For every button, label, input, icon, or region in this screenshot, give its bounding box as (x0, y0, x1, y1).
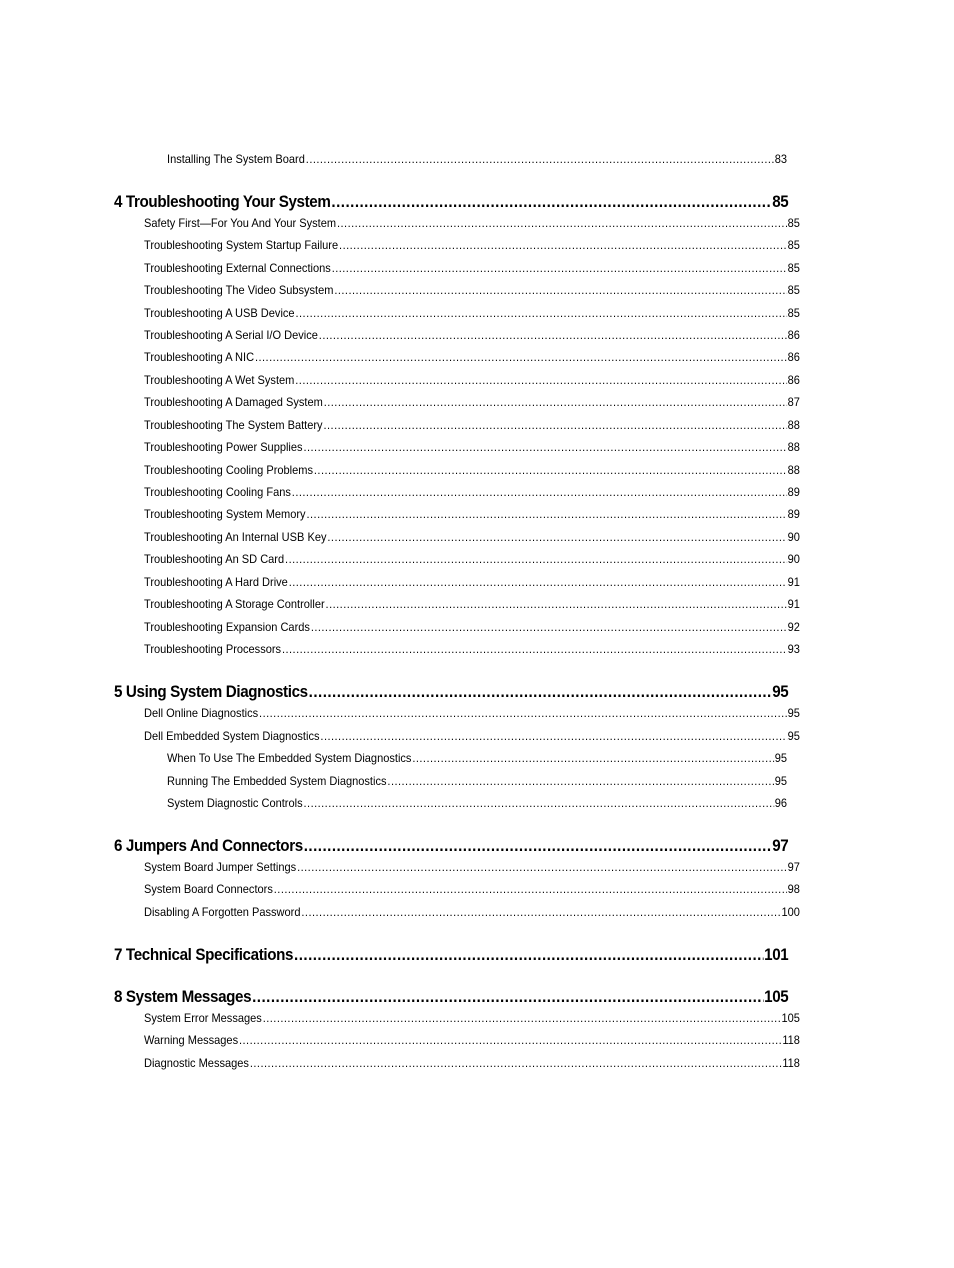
dot-leader (294, 946, 763, 965)
toc-section-entry[interactable] (144, 350, 800, 364)
toc-entry-page-number: 85 (787, 238, 800, 252)
dot-leader (337, 216, 787, 230)
dot-leader (327, 530, 786, 544)
dot-leader (274, 882, 787, 896)
toc-section-entry[interactable] (167, 774, 787, 788)
toc-section-entry[interactable] (144, 575, 800, 589)
toc-entry-page-number: 100 (781, 905, 800, 919)
dot-leader (285, 552, 787, 566)
dot-leader (331, 193, 771, 212)
toc-section-entry[interactable] (144, 395, 800, 409)
toc-entry-title: 8 System Messages (114, 988, 252, 1006)
toc-section-entry[interactable] (144, 463, 800, 477)
dot-leader (332, 261, 787, 275)
toc-entry-title: Dell Online Diagnostics (144, 706, 259, 720)
toc-entry-page-number: 91 (787, 597, 800, 611)
toc-entry-title: Troubleshooting A NIC (144, 350, 255, 364)
toc-chapter-entry[interactable] (114, 946, 788, 965)
toc-entry-page-number: 88 (787, 418, 800, 432)
toc-entry-page-number: 90 (787, 530, 800, 544)
toc-entry-title: Running The Embedded System Diagnostics (167, 774, 387, 788)
toc-entry-title: Troubleshooting An Internal USB Key (144, 530, 327, 544)
toc-section-entry[interactable] (144, 530, 800, 544)
dot-leader (306, 152, 774, 166)
toc-section-entry[interactable] (144, 328, 800, 342)
toc-entry-title: Troubleshooting Processors (144, 642, 282, 656)
toc-entry-page-number: 101 (764, 946, 789, 964)
toc-entry-title: 5 Using System Diagnostics (114, 683, 308, 701)
toc-entry-title: Troubleshooting Cooling Problems (144, 463, 313, 477)
toc-entry-page-number: 98 (787, 882, 800, 896)
toc-entry-title: 6 Jumpers And Connectors (114, 837, 303, 855)
dot-leader (304, 837, 772, 856)
toc-entry-page-number: 86 (787, 328, 800, 342)
toc-section-entry[interactable] (144, 440, 800, 454)
dot-leader (334, 283, 786, 297)
toc-entry-title: Troubleshooting The Video Subsystem (144, 283, 334, 297)
toc-entry-title: Troubleshooting A Wet System (144, 373, 295, 387)
toc-section-entry[interactable] (144, 373, 800, 387)
toc-entry-page-number: 95 (774, 774, 788, 788)
toc-entry-title: Troubleshooting A Storage Controller (144, 597, 325, 611)
dot-leader (412, 751, 774, 765)
toc-entry-page-number: 85 (787, 261, 800, 275)
dot-leader (282, 642, 787, 656)
toc-section-entry[interactable] (144, 261, 800, 275)
toc-entry-title: Troubleshooting A Hard Drive (144, 575, 288, 589)
toc-entry-page-number: 89 (787, 507, 800, 521)
dot-leader (309, 683, 772, 702)
dot-leader (255, 350, 787, 364)
toc-entry-title: Installing The System Board (167, 152, 305, 166)
toc-entry-title: Diagnostic Messages (144, 1056, 249, 1070)
toc-entry-title: Troubleshooting A Serial I/O Device (144, 328, 318, 342)
toc-entry-title: Warning Messages (144, 1033, 239, 1047)
toc-entry-title: System Board Connectors (144, 882, 273, 896)
toc-section-entry[interactable] (144, 597, 800, 611)
toc-section-entry[interactable] (144, 552, 800, 566)
toc-entry-page-number: 83 (774, 152, 788, 166)
toc-entry-page-number: 118 (782, 1056, 800, 1070)
toc-entry-page-number: 105 (781, 1011, 800, 1025)
toc-chapter-entry[interactable] (114, 193, 788, 212)
toc-entry-page-number: 105 (764, 988, 789, 1006)
toc-entry-page-number: 91 (787, 575, 800, 589)
toc-entry-page-number: 87 (787, 395, 800, 409)
dot-leader (319, 328, 787, 342)
toc-section-entry[interactable] (144, 642, 800, 656)
toc-entry-title: Troubleshooting The System Battery (144, 418, 323, 432)
toc-section-entry[interactable] (144, 1056, 800, 1070)
dot-leader (311, 620, 787, 634)
toc-section-entry[interactable] (144, 706, 800, 720)
toc-entry-title: 7 Technical Specifications (114, 946, 294, 964)
toc-section-entry[interactable] (144, 306, 800, 320)
toc-entry-page-number: 89 (787, 485, 800, 499)
dot-leader (326, 597, 787, 611)
toc-entry-page-number: 88 (787, 440, 800, 454)
dot-leader (297, 860, 787, 874)
toc-entry-page-number: 85 (787, 216, 800, 230)
toc-entry-page-number: 97 (787, 860, 800, 874)
toc-entry-page-number: 90 (787, 552, 800, 566)
toc-entry-title: System Diagnostic Controls (167, 796, 303, 810)
dot-leader (324, 418, 787, 432)
toc-entry-page-number: 85 (787, 306, 800, 320)
toc-section-entry[interactable] (144, 507, 800, 521)
toc-entry-page-number: 95 (774, 751, 788, 765)
toc-entry-title: Troubleshooting External Connections (144, 261, 331, 275)
dot-leader (314, 463, 787, 477)
toc-entry-title: Troubleshooting Expansion Cards (144, 620, 310, 634)
toc-section-entry[interactable] (144, 1033, 800, 1047)
toc-entry-page-number: 93 (787, 642, 800, 656)
toc-section-entry[interactable] (144, 620, 800, 634)
toc-entry-title: Troubleshooting An SD Card (144, 552, 285, 566)
toc-entry-page-number: 85 (787, 283, 800, 297)
dot-leader (292, 485, 787, 499)
toc-section-entry[interactable] (167, 152, 787, 166)
toc-entry-page-number: 118 (782, 1033, 800, 1047)
dot-leader (324, 395, 787, 409)
toc-section-entry[interactable] (144, 1011, 800, 1025)
toc-entry-title: Safety First—For You And Your System (144, 216, 337, 230)
dot-leader (252, 988, 763, 1007)
toc-entry-title: When To Use The Embedded System Diagnostics (167, 751, 412, 765)
dot-leader (295, 306, 786, 320)
toc-section-entry[interactable] (144, 216, 800, 230)
toc-chapter-entry[interactable] (114, 837, 788, 856)
toc-entry-page-number: 92 (787, 620, 800, 634)
toc-entry-title: System Error Messages (144, 1011, 262, 1025)
toc-entry-page-number: 95 (772, 683, 789, 701)
toc-chapter-entry[interactable] (114, 988, 788, 1007)
toc-entry-page-number: 86 (787, 350, 800, 364)
toc-section-entry[interactable] (144, 882, 800, 896)
dot-leader (320, 729, 786, 743)
toc-entry-title: Troubleshooting A USB Device (144, 306, 295, 320)
dot-leader (239, 1033, 781, 1047)
toc-section-entry[interactable] (144, 283, 800, 297)
toc-section-entry[interactable] (144, 238, 800, 252)
dot-leader (250, 1056, 782, 1070)
dot-leader (303, 440, 786, 454)
toc-entry-page-number: 95 (787, 729, 800, 743)
toc-section-entry[interactable] (144, 729, 800, 743)
toc-entry-page-number: 97 (772, 837, 789, 855)
dot-leader (289, 575, 787, 589)
toc-section-entry[interactable] (144, 905, 800, 919)
dot-leader (295, 373, 786, 387)
toc-entry-page-number: 86 (787, 373, 800, 387)
dot-leader (306, 507, 786, 521)
toc-section-entry[interactable] (144, 860, 800, 874)
dot-leader (387, 774, 773, 788)
dot-leader (259, 706, 787, 720)
toc-entry-page-number: 85 (772, 193, 789, 211)
toc-section-entry[interactable] (167, 796, 787, 810)
toc-section-entry[interactable] (144, 485, 800, 499)
toc-entry-title: Troubleshooting Power Supplies (144, 440, 303, 454)
toc-chapter-entry[interactable] (114, 683, 788, 702)
toc-entry-title: Troubleshooting System Startup Failure (144, 238, 339, 252)
toc-entry-title: Troubleshooting Cooling Fans (144, 485, 291, 499)
toc-entry-page-number: 95 (787, 706, 800, 720)
toc-entry-title: Disabling A Forgotten Password (144, 905, 301, 919)
toc-entry-title: Troubleshooting System Memory (144, 507, 306, 521)
toc-section-entry[interactable] (167, 751, 787, 765)
toc-entry-page-number: 88 (787, 463, 800, 477)
toc-entry-title: System Board Jumper Settings (144, 860, 297, 874)
toc-entry-title: 4 Troubleshooting Your System (114, 193, 331, 211)
dot-leader (339, 238, 787, 252)
toc-section-entry[interactable] (144, 418, 800, 432)
dot-leader (301, 905, 780, 919)
toc-entry-page-number: 96 (774, 796, 788, 810)
toc-entry-title: Troubleshooting A Damaged System (144, 395, 323, 409)
dot-leader (263, 1011, 781, 1025)
dot-leader (304, 796, 774, 810)
toc-entry-title: Dell Embedded System Diagnostics (144, 729, 320, 743)
